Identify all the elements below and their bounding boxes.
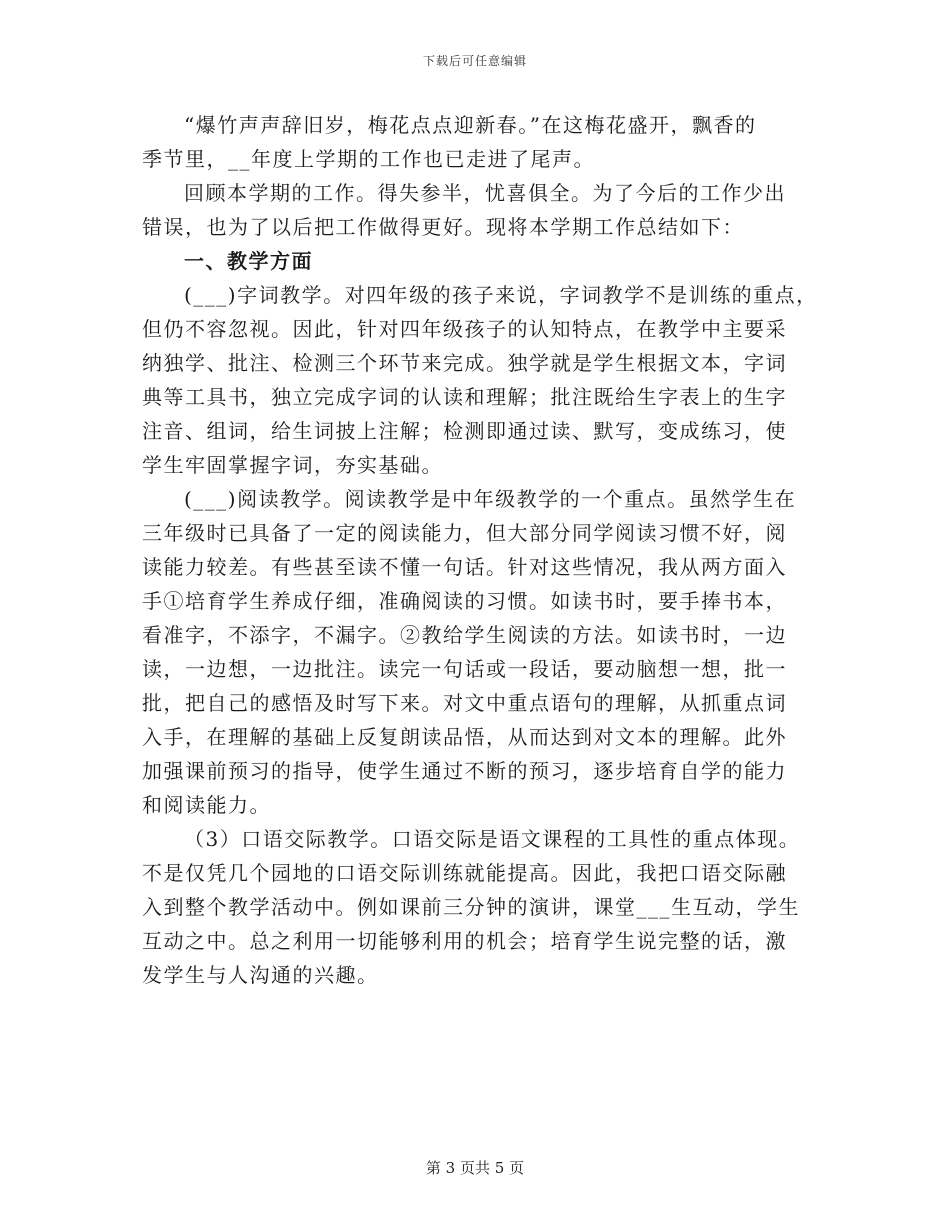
text-line: 入手，在理解的基础上反复朗读品悟，从而达到对文本的理解。此外 (142, 725, 787, 749)
text-line: （3）口语交际教学。口语交际是语文课程的工具性的重点体现。 (184, 827, 801, 851)
text-line: 学生牢固掌握字词，夯实基础。 (142, 453, 443, 477)
text-line: 互动之中。总之利用一切能够利用的机会；培育学生说完整的话，激 (142, 929, 787, 953)
text-line: 但仍不容忽视。因此，针对四年级孩子的认知特点，在教学中主要采 (142, 317, 787, 341)
paragraph-reading-teaching (142, 482, 822, 822)
section-heading: 一、教学方面 (184, 249, 313, 273)
text-line: 回顾本学期的工作。得失参半，忧喜俱全。为了今后的工作少出 (184, 181, 786, 205)
text-line: 批，把自己的感悟及时写下来。对文中重点语句的理解，从抓重点词 (142, 691, 787, 715)
text-line: “爆竹声声辞旧岁，梅花点点迎新春。”在这梅花盛开，飘香的 (184, 113, 757, 137)
text-line: 读，一边想，一边批注。读完一句话或一段话，要动脑想一想，批一 (142, 657, 787, 681)
text-line: 三年级时已具备了一定的阅读能力，但大部分同学阅读习惯不好，阅 (142, 521, 787, 545)
text-line: 手①培育学生养成仔细，准确阅读的习惯。如读书时，要手捧书本， (142, 589, 787, 613)
paragraph-intro (142, 108, 822, 176)
text-line: (___)阅读教学。阅读教学是中年级教学的一个重点。虽然学生在 (184, 487, 797, 511)
text-line: 加强课前预习的指导，使学生通过不断的预习，逐步培育自学的能力 (142, 759, 787, 783)
text-line: (___)字词教学。对四年级的孩子来说，字词教学不是训练的重点， (184, 283, 818, 307)
text-line: 季节里，__年度上学期的工作也已走进了尾声。 (142, 147, 595, 171)
paragraph-oral-communication (142, 822, 822, 992)
text-line: 读能力较差。有些甚至读不懂一句话。针对这些情况，我从两方面入 (142, 555, 787, 579)
text-line: 和阅读能力。 (142, 793, 271, 817)
page-number: 第 3 页共 5 页 (425, 1159, 525, 1177)
text-line: 纳独学、批注、检测三个环节来完成。独学就是学生根据文本，字词 (142, 351, 787, 375)
paragraph-review (142, 176, 822, 244)
text-line: 典等工具书，独立完成字词的认读和理解；批注既给生字表上的生字 (142, 385, 787, 409)
page-header: 下载后可任意编辑 (422, 54, 527, 68)
document-body (142, 108, 822, 992)
text-line: 发学生与人沟通的兴趣。 (142, 963, 379, 987)
text-line: 错误，也为了以后把工作做得更好。现将本学期工作总结如下： (142, 215, 744, 239)
text-line: 不是仅凭几个园地的口语交际训练就能提高。因此，我把口语交际融 (142, 861, 787, 885)
text-line: 看准字，不添字，不漏字。②教给学生阅读的方法。如读书时，一边 (142, 623, 787, 647)
text-line: 注音、组词，给生词披上注解；检测即通过读、默写，变成练习，使 (142, 419, 787, 443)
paragraph-vocabulary-teaching (142, 278, 822, 482)
text-line: 入到整个教学活动中。例如课前三分钟的演讲，课堂___生互动，学生 (142, 895, 800, 919)
